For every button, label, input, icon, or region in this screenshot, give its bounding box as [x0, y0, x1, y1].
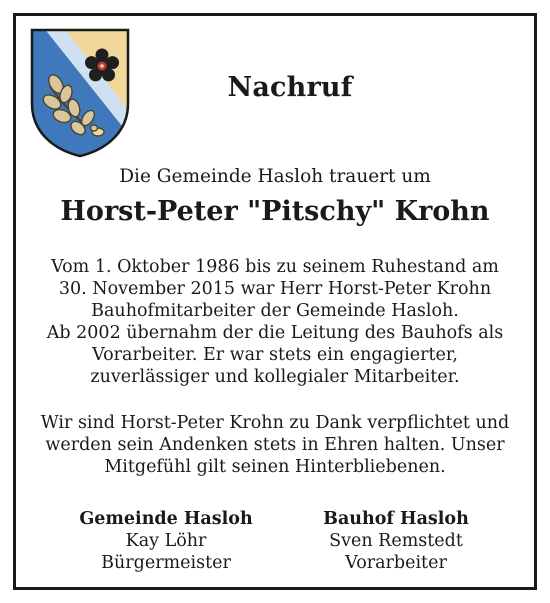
signature-org: Bauhof Hasloh	[323, 509, 469, 529]
tribute-line: Vom 1. Oktober 1986 bis zu seinem Ruhestand am	[51, 257, 499, 277]
tribute-line: Ab 2002 übernahm der die Leitung des Bauhofs als	[46, 323, 504, 343]
signature-person: Sven Remstedt	[329, 531, 463, 551]
signature-person: Kay Löhr	[125, 531, 207, 551]
coat-of-arms-icon	[30, 28, 130, 158]
gratitude-paragraph	[22, 412, 528, 478]
signature-block-bauhof	[286, 508, 506, 574]
notice-heading: Nachruf	[227, 72, 353, 103]
signature-org: Gemeinde Hasloh	[79, 509, 253, 529]
tribute-line: Bauhofmitarbeiter der Gemeinde Hasloh.	[91, 301, 459, 321]
gratitude-line: Wir sind Horst-Peter Krohn zu Dank verpflichtet und	[40, 413, 510, 433]
deceased-name: Horst-Peter "Pitschy" Krohn	[60, 196, 490, 227]
tribute-line: Vorarbeiter. Er war stets ein engagierter,	[92, 345, 458, 365]
signature-role: Vorarbeiter	[345, 553, 447, 573]
tribute-line: zuverlässiger und kollegialer Mitarbeiter.	[90, 367, 460, 387]
signature-role: Bürgermeister	[101, 553, 231, 573]
signature-block-municipality	[56, 508, 276, 574]
notice-intro: Die Gemeinde Hasloh trauert um	[119, 166, 431, 187]
gratitude-line: Mitgefühl gilt seinen Hinterbliebenen.	[104, 457, 446, 477]
gratitude-line: werden sein Andenken stets in Ehren halten. Unser	[45, 435, 505, 455]
tribute-paragraph	[22, 256, 528, 388]
tribute-line: 30. November 2015 war Herr Horst-Peter Krohn	[58, 279, 492, 299]
